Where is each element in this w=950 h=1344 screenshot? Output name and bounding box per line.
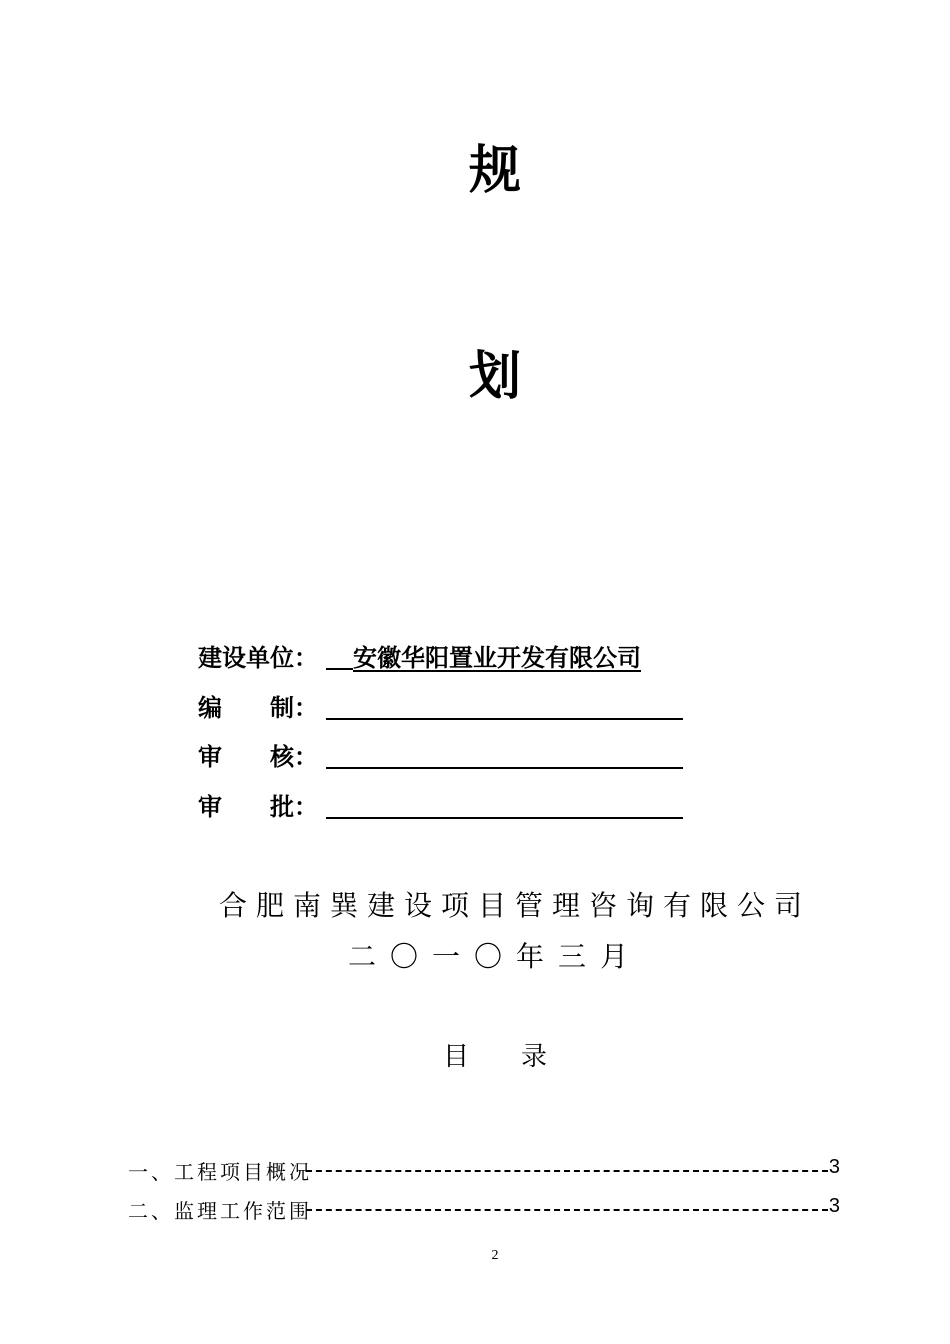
toc-item-label: 二、监理工作范围 <box>128 1199 312 1223</box>
page-number: 2 <box>491 1248 499 1263</box>
builder-value: 安徽华阳置业开发有限公司 <box>353 644 641 672</box>
builder-label: 建设单位： <box>198 644 318 672</box>
title-char-1: 规 <box>468 141 521 201</box>
toc-item-page: 3 <box>828 1156 840 1178</box>
toc-item-page: 3 <box>828 1195 840 1217</box>
builder-underline-lead <box>326 668 353 670</box>
toc-item[interactable] <box>128 1156 840 1184</box>
prepare-label: 编 制： <box>198 694 318 722</box>
title-char-2: 划 <box>468 347 521 407</box>
approve-blank-line <box>326 817 683 819</box>
toc-title: 目 录 <box>442 1042 547 1072</box>
toc-item[interactable] <box>128 1195 840 1223</box>
prepare-blank-line <box>326 718 683 720</box>
toc-leader <box>306 1170 828 1172</box>
toc-leader <box>306 1209 828 1211</box>
issue-date: 二〇一〇年三月 <box>347 940 642 973</box>
approve-label: 审 批： <box>198 793 318 821</box>
issuer-company: 合肥南巽建设项目管理咨询有限公司 <box>218 889 811 922</box>
review-label: 审 核： <box>198 743 318 771</box>
toc-item-label: 一、工程项目概况 <box>128 1160 312 1184</box>
review-blank-line <box>326 767 683 769</box>
